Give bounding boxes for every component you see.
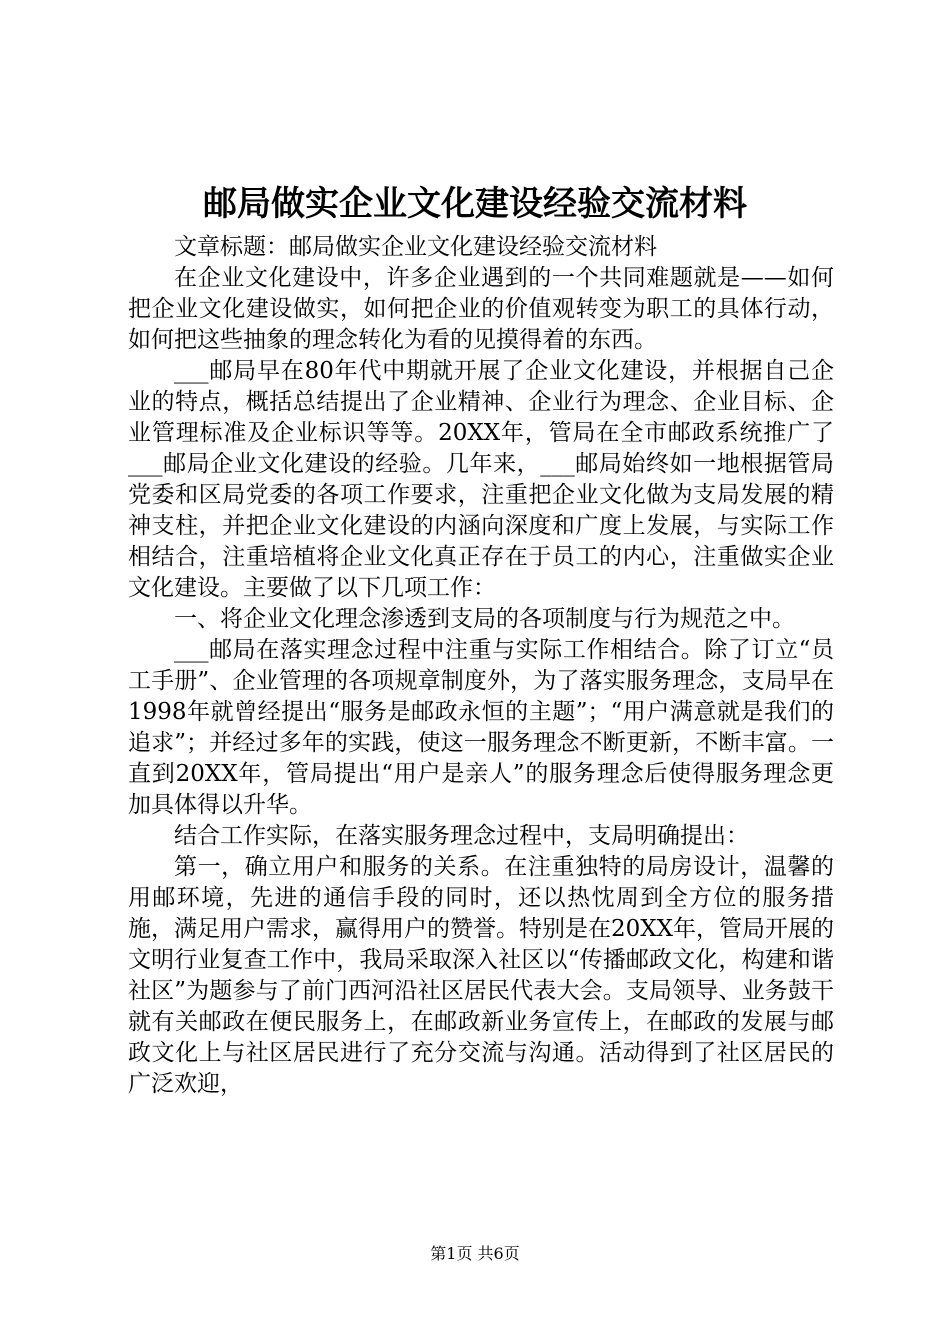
paragraph-section-one-heading: 一、将企业文化理念渗透到支局的各项制度与行为规范之中。 <box>174 606 795 632</box>
paragraph-article-title: 文章标题：邮局做实企业文化建设经验交流材料 <box>174 234 657 260</box>
document-body <box>128 232 834 1100</box>
page-number-footer: 第1页 共6页 <box>430 1244 520 1263</box>
paragraph-work-practice: 结合工作实际，在落实服务理念过程中，支局明确提出： <box>174 823 749 849</box>
paragraph-first-point: 第一，确立用户和服务的关系。在注重独特的局房设计，温馨的用邮环境，先进的通信手段的同时，还以热忱周到全方位的服务措施，满足用户需求，赢得用户的赞誉。特别是在20XX年，管局开展的文明行业复查工作中，我局采取深入社区以“传播邮政文化，构建和谐社区”为题参与了前门西河沿社区居民代表大会。支局领导、业务鼓干就有关邮政在便民服务上，在邮政新业务宣传上，在邮政的发展与邮政文化上与社区居民进行了充分交流与沟通。活动得到了社区居民的广泛欢迎， <box>128 854 835 1097</box>
paragraph-intro: 在企业文化建设中，许多企业遇到的一个共同难题就是——如何把企业文化建设做实，如何把企业的价值观转变为职工的具体行动，如何把这些抽象的理念转化为看的见摸得着的东西。 <box>128 265 834 353</box>
document-title: 邮局做实企业文化建设经验交流材料 <box>203 184 747 224</box>
paragraph-service-concept: ___邮局在落实理念过程中注重与实际工作相结合。除了订立“员工手册”、企业管理的各项规章制度外，为了落实服务理念，支局早在1998年就曾经提出“服务是邮政永恒的主题”；“用户满意就是我们的追求”；并经过多年的实践，使这一服务理念不断更新，不断丰富。一直到20XX年，管局提出“用户是亲人”的服务理念后使得服务理念更加具体得以升华。 <box>128 637 834 818</box>
paragraph-history: ___邮局早在80年代中期就开展了企业文化建设，并根据自己企业的特点，概括总结提出了企业精神、企业行为理念、企业目标、企业管理标准及企业标识等等。20XX年，管局在全市邮政系统推广了___邮局企业文化建设的经验。几年来，___邮局始终如一地根据管局党委和区局党委的各项工作要求，注重把企业文化做为支局发展的精神支柱，并把企业文化建设的内涵向深度和广度上发展，与实际工作相结合，注重培植将企业文化真正存在于员工的内心，注重做实企业文化建设。主要做了以下几项工作： <box>128 358 834 601</box>
